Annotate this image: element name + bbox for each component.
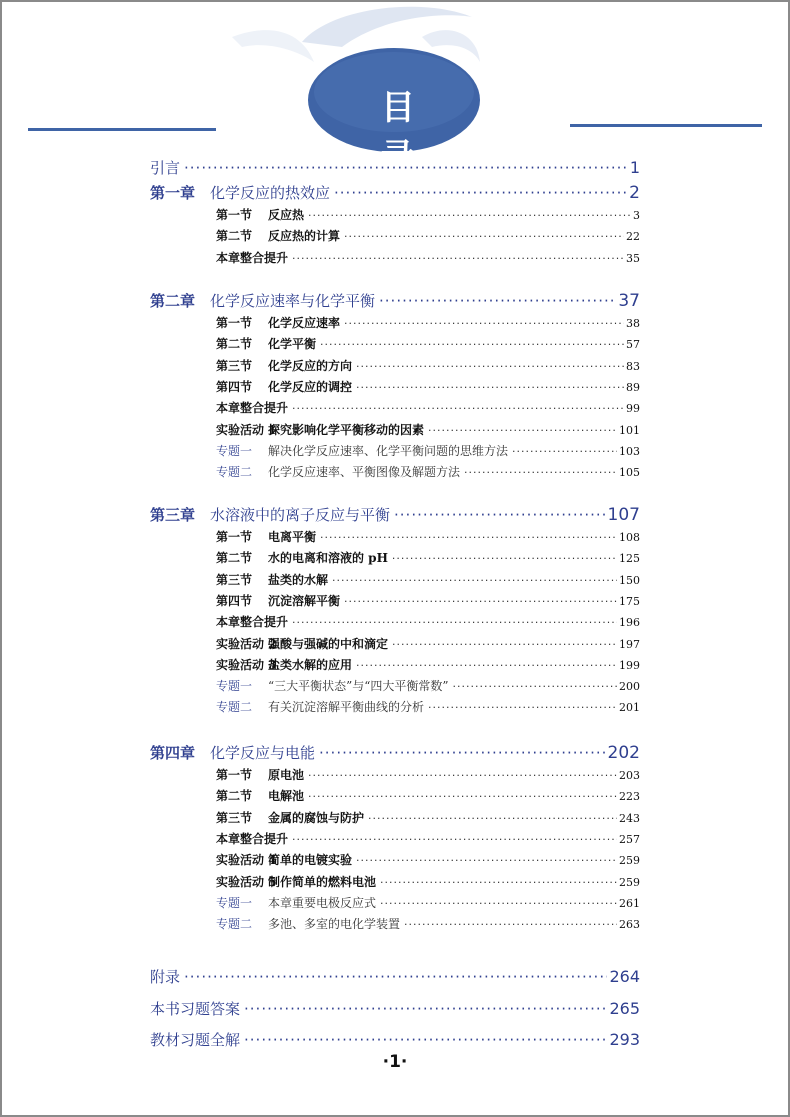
section-entry-page: 175 — [619, 594, 640, 608]
section-entry-title: 本章整合提升 — [216, 401, 289, 416]
section-entry-title: 本章整合提升 — [216, 250, 289, 265]
section-entry-page: 101 — [619, 423, 640, 437]
leader-dots — [356, 360, 624, 373]
section-entry-number: 实验活动 4 — [216, 853, 277, 868]
chapter-entry-page: 107 — [607, 505, 640, 525]
topic-entry-title: 化学反应速率、平衡图像及解题方法 — [268, 465, 461, 480]
topic-entry-label — [216, 677, 449, 694]
section-entry-title: 电离平衡 — [268, 530, 317, 544]
toc-entry-appendix-label — [150, 998, 240, 1019]
toc-entry-appendix — [150, 1029, 640, 1050]
section-entry-title: 探究影响化学平衡移动的因素 — [268, 422, 425, 437]
leader-dots — [428, 424, 617, 437]
section-entry — [216, 635, 640, 652]
section-entry-title: 沉淀溶解平衡 — [268, 593, 341, 608]
section-entry-title: 金属的腐蚀与防护 — [268, 810, 365, 825]
topic-entry-number: 专题一 — [216, 679, 253, 694]
toc-entry-appendix-page: 264 — [609, 967, 640, 986]
section-entry-label — [216, 571, 328, 588]
toc-entry-appendix-title: 教材习题全解 — [150, 1031, 241, 1049]
leader-dots — [368, 812, 617, 825]
page-number: ·1· — [382, 1052, 408, 1072]
leader-dots — [392, 552, 617, 565]
section-entry — [216, 787, 640, 804]
toc-entry-appendix-title: 本书习题答案 — [150, 1000, 241, 1018]
section-entry-number: 实验活动 1 — [216, 422, 277, 437]
leader-dots — [334, 184, 627, 202]
section-entry — [216, 613, 640, 630]
chapter-entry-number: 第一章 — [150, 184, 196, 202]
section-entry — [216, 656, 640, 673]
section-entry-label — [216, 357, 352, 374]
leader-dots — [380, 876, 617, 889]
section-entry-number: 第二节 — [216, 229, 253, 244]
section-entry — [216, 571, 640, 588]
section-entry-title: 化学反应的调控 — [268, 379, 353, 394]
section-entry-page: 197 — [619, 637, 640, 651]
section-entry-label — [216, 399, 288, 416]
section-entry-page: 243 — [619, 811, 640, 825]
topic-entry-page: 105 — [619, 466, 640, 480]
leader-dots — [320, 531, 617, 544]
topic-entry-number: 专题二 — [216, 700, 253, 715]
section-entry — [216, 249, 640, 266]
section-entry-label — [216, 809, 364, 826]
section-entry-page: 22 — [626, 230, 640, 244]
leader-dots — [453, 680, 617, 693]
section-entry-number: 第二节 — [216, 337, 253, 352]
section-entry-label — [216, 249, 288, 266]
leader-dots — [332, 574, 617, 587]
section-entry-number: 第四节 — [216, 593, 253, 608]
section-entry-title: 电解池 — [268, 789, 305, 804]
chapter-entry — [150, 182, 640, 203]
section-entry-page: 108 — [619, 531, 640, 544]
section-entry — [216, 314, 640, 331]
topic-entry-label — [216, 894, 376, 911]
section-entry-title: 反应热 — [268, 208, 305, 222]
topic-entry-title: 有关沉淀溶解平衡曲线的分析 — [268, 700, 425, 715]
topic-entry-page: 263 — [619, 918, 640, 932]
section-entry-number: 第四节 — [216, 379, 253, 394]
section-entry — [216, 592, 640, 609]
section-entry — [216, 378, 640, 395]
section-entry-page: 89 — [626, 380, 640, 394]
section-entry-page: 196 — [619, 616, 640, 630]
chapter-entry-title: 化学反应速率与化学平衡 — [210, 292, 376, 310]
section-entry — [216, 549, 640, 566]
section-entry-number: 第一节 — [216, 208, 253, 222]
chapter-entry-number: 第三章 — [150, 506, 196, 524]
section-entry-page: 150 — [619, 573, 640, 587]
section-entry-page: 99 — [626, 402, 640, 416]
section-entry-label — [216, 528, 316, 545]
chapter-entry-label — [150, 742, 315, 763]
section-entry-label — [216, 635, 388, 652]
topic-entry-label — [216, 442, 508, 459]
leader-dots — [292, 252, 624, 265]
leader-dots — [292, 616, 617, 629]
section-entry-label — [216, 613, 288, 630]
topic-entry-title: 本章重要电极反应式 — [268, 895, 377, 910]
section-entry-number: 实验活动 3 — [216, 657, 277, 672]
chapter-entry-label — [150, 290, 375, 311]
leader-dots — [380, 897, 617, 910]
leader-dots — [244, 1000, 607, 1018]
section-entry-title: 水的电离和溶液的 pH — [268, 551, 388, 566]
section-entry-page: 35 — [626, 251, 640, 265]
header-rule-left — [28, 128, 216, 131]
toc-entry-intro-page: 1 — [629, 158, 640, 177]
leader-dots — [308, 769, 617, 782]
toc-entry-appendix-page: 265 — [609, 999, 640, 1018]
section-entry-label — [216, 206, 304, 223]
section-entry — [216, 421, 640, 438]
leader-dots — [464, 466, 617, 479]
leader-dots — [184, 159, 628, 177]
section-entry-label — [216, 873, 376, 890]
toc-entry-appendix-page: 293 — [609, 1030, 640, 1049]
section-entry-number: 实验活动 5 — [216, 874, 277, 889]
section-entry-page: 38 — [626, 317, 640, 330]
leader-dots — [379, 292, 616, 310]
section-entry-number: 实验活动 2 — [216, 636, 277, 651]
topic-entry — [216, 915, 640, 932]
section-entry-label — [216, 766, 304, 783]
section-entry-label — [216, 335, 316, 352]
chapter-entry-title: 化学反应的热效应 — [210, 184, 331, 202]
leader-dots — [344, 230, 624, 243]
leader-dots — [404, 918, 617, 931]
chapter-entry-number: 第二章 — [150, 292, 196, 310]
toc-entry-intro — [150, 157, 640, 178]
section-entry-page: 125 — [619, 552, 640, 566]
leader-dots — [394, 506, 606, 524]
section-entry-number: 第三节 — [216, 572, 253, 587]
chapter-entry-page: 37 — [618, 291, 640, 311]
section-entry — [216, 335, 640, 352]
toc-page — [2, 2, 788, 1115]
header-rule-right — [570, 124, 762, 127]
toc-entry-intro-label — [150, 157, 180, 178]
section-entry-label — [216, 592, 340, 609]
section-entry — [216, 873, 640, 890]
section-entry-number: 第一节 — [216, 530, 253, 544]
leader-dots — [428, 701, 617, 714]
section-entry-title: 化学反应的方向 — [268, 358, 353, 373]
section-entry-label — [216, 656, 352, 673]
topic-entry-number: 专题一 — [216, 895, 253, 910]
section-entry-label — [216, 378, 352, 395]
section-entry-number: 第三节 — [216, 358, 253, 373]
chapter-entry-title: 水溶液中的离子反应与平衡 — [210, 506, 391, 524]
section-entry-label — [216, 549, 388, 566]
chapter-entry — [150, 504, 640, 525]
leader-dots — [308, 209, 631, 222]
topic-entry-label — [216, 463, 460, 480]
section-entry-title: 原电池 — [268, 768, 305, 782]
section-entry-page: 57 — [626, 338, 640, 352]
leader-dots — [320, 338, 624, 351]
toc-entry-appendix — [150, 998, 640, 1019]
section-entry-title: 制作简单的燃料电池 — [268, 874, 377, 889]
toc-entry-appendix-title: 附录 — [150, 968, 181, 986]
section-entry — [216, 206, 640, 223]
topic-entry — [216, 698, 640, 715]
topic-entry-label — [216, 915, 400, 932]
topic-entry-number: 专题一 — [216, 443, 253, 458]
section-entry-number: 第二节 — [216, 789, 253, 804]
chapter-entry — [150, 290, 640, 311]
chapter-entry-label — [150, 182, 330, 203]
section-entry-title: 化学平衡 — [268, 337, 317, 352]
topic-entry-title: “三大平衡状态”与“四大平衡常数” — [268, 679, 449, 694]
topic-entry-title: 解决化学反应速率、化学平衡问题的思维方法 — [268, 443, 509, 458]
section-entry-number: 第一节 — [216, 768, 253, 782]
section-entry-title: 反应热的计算 — [268, 229, 341, 244]
leader-dots — [292, 402, 624, 415]
leader-dots — [392, 638, 617, 651]
leader-dots — [344, 317, 624, 330]
topic-entry-label — [216, 698, 424, 715]
section-entry-number: 第三节 — [216, 810, 253, 825]
topic-entry-number: 专题二 — [216, 465, 253, 480]
section-entry-label — [216, 314, 340, 331]
toc-entry-appendix-label — [150, 966, 180, 987]
section-entry-page: 259 — [619, 875, 640, 889]
section-entry-title: 本章整合提升 — [216, 615, 289, 630]
section-entry-title: 盐类水解的应用 — [268, 657, 353, 672]
section-entry-label — [216, 787, 304, 804]
topic-entry — [216, 894, 640, 911]
topic-entry-title: 多池、多室的电化学装置 — [268, 917, 401, 932]
topic-entry — [216, 677, 640, 694]
section-entry — [216, 357, 640, 374]
section-entry-title: 简单的电镀实验 — [268, 853, 353, 868]
topic-entry-number: 专题二 — [216, 917, 253, 932]
section-entry-title: 本章整合提升 — [216, 831, 289, 846]
section-entry-page: 203 — [619, 769, 640, 782]
section-entry — [216, 399, 640, 416]
leader-dots — [356, 659, 617, 672]
chapter-entry-title: 化学反应与电能 — [210, 744, 316, 762]
leader-dots — [244, 1031, 607, 1049]
topic-entry-page: 261 — [619, 896, 640, 910]
section-entry — [216, 766, 640, 783]
leader-dots — [292, 833, 617, 846]
section-entry — [216, 851, 640, 868]
toc-entry-appendix — [150, 966, 640, 987]
section-entry-label — [216, 851, 352, 868]
chapter-entry-page: 202 — [607, 743, 640, 763]
section-entry-number: 第一节 — [216, 316, 253, 330]
section-entry-page: 257 — [619, 832, 640, 846]
chapter-entry-label — [150, 504, 390, 525]
chapter-entry — [150, 742, 640, 763]
leader-dots — [184, 968, 607, 986]
section-entry-label — [216, 421, 424, 438]
chapter-entry-page: 2 — [629, 183, 640, 203]
topic-entry — [216, 463, 640, 480]
section-entry-title: 强酸与强碱的中和滴定 — [268, 636, 389, 651]
section-entry-title: 盐类的水解 — [268, 572, 329, 587]
chapter-entry-number: 第四章 — [150, 744, 196, 762]
topic-entry — [216, 442, 640, 459]
section-entry-page: 259 — [619, 854, 640, 868]
section-entry-page: 3 — [633, 209, 640, 222]
section-entry-page: 223 — [619, 790, 640, 804]
section-entry-label — [216, 227, 340, 244]
toc-entry-intro-title: 引言 — [150, 159, 181, 177]
leader-dots — [356, 854, 617, 867]
section-entry — [216, 528, 640, 545]
toc-entry-appendix-label — [150, 1029, 240, 1050]
section-entry-page: 199 — [619, 658, 640, 672]
leader-dots — [356, 381, 624, 394]
leader-dots — [344, 595, 617, 608]
section-entry-label — [216, 830, 288, 847]
section-entry — [216, 830, 640, 847]
topic-entry-page: 200 — [619, 680, 640, 694]
section-entry — [216, 227, 640, 244]
leader-dots — [512, 445, 617, 458]
topic-entry-page: 201 — [619, 701, 640, 715]
leader-dots — [319, 744, 606, 762]
page-title: 目 录 — [381, 88, 455, 177]
section-entry — [216, 809, 640, 826]
section-entry-number: 第二节 — [216, 551, 253, 566]
leader-dots — [308, 790, 617, 803]
topic-entry-page: 103 — [619, 444, 640, 458]
section-entry-title: 化学反应速率 — [268, 316, 341, 330]
section-entry-page: 83 — [626, 359, 640, 373]
